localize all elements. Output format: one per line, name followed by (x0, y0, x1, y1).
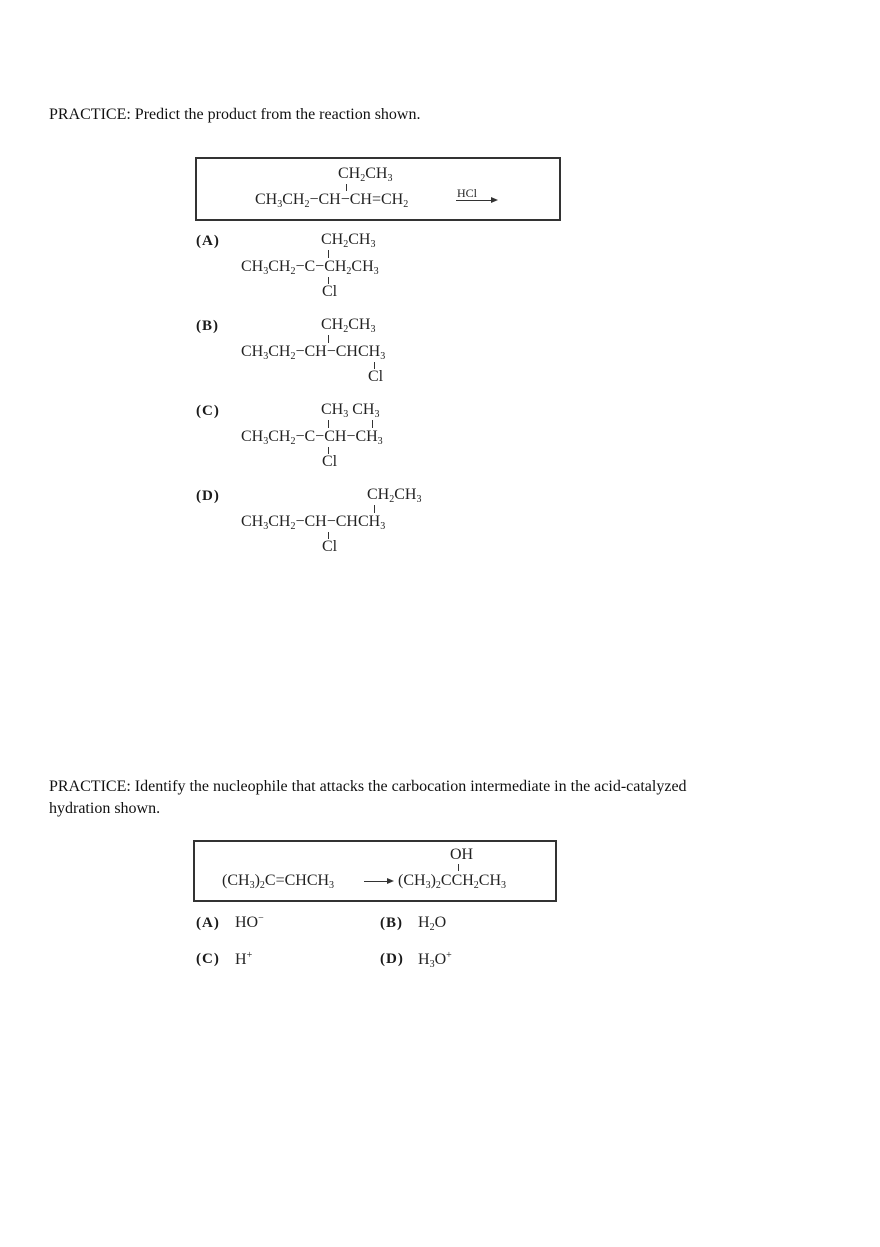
q2-option-b-label: (B) (380, 915, 403, 931)
option-b-label: (B) (196, 318, 219, 334)
q2-option-d-label: (D) (380, 951, 404, 967)
option-b-cl: Cl (368, 368, 384, 385)
q2-option-c-label: (C) (196, 951, 220, 967)
reactant: $(CH_3)_2C=CHCH_3$ (222, 872, 335, 891)
q2-option-d-charge: + (446, 950, 452, 961)
q2-option-c-charge: + (246, 950, 253, 961)
q2-option-d-text: $H_3O^+$ (418, 950, 452, 970)
option-b-top: $CH_2CH_3$ (321, 316, 376, 335)
reaction-arrow-2 (364, 881, 388, 882)
option-c-cl: Cl (322, 453, 338, 470)
q2-option-c-text (235, 951, 252, 969)
option-a-label: (A) (196, 233, 220, 249)
q2-option-a-text (235, 914, 264, 932)
option-d-label: (D) (196, 488, 220, 504)
option-c-top: $CH_3$ $CH_3$ (321, 401, 380, 420)
q2-prompt-line2: hydration shown. (49, 800, 161, 817)
option-a-top: $CH_2CH_3$ (321, 231, 376, 250)
reagent-hcl: HCl (457, 186, 478, 200)
reactant-chain: $CH_3CH_2-CH-CH=CH_2$ (255, 191, 409, 210)
q2-option-c-base: H (235, 951, 247, 968)
product: $(CH_3)_2CCH_2CH_3$ (398, 872, 507, 891)
q2-prompt-line1: PRACTICE: Identify the nucleophile that attacks the carbocation intermediate in the acid-catalyzed (49, 778, 687, 795)
option-c-chain: $CH_3CH_2-C-CH-CH_3$ (241, 428, 383, 447)
reaction-arrow (456, 200, 492, 201)
option-d-chain: $CH_3CH_2-CH-CHCH_3$ (241, 513, 386, 532)
option-a-cl: Cl (322, 283, 338, 300)
reactant-branch: $CH_2CH_3$ (338, 165, 393, 184)
option-c-label: (C) (196, 403, 220, 419)
q2-option-a-label: (A) (196, 915, 220, 931)
q2-option-a-charge: − (258, 913, 264, 924)
product-oh: OH (450, 846, 474, 863)
option-d-top: $CH_2CH_3$ (367, 486, 422, 505)
q2-option-a-base: HO (235, 914, 259, 931)
option-b-chain: $CH_3CH_2-CH-CHCH_3$ (241, 343, 386, 362)
option-d-cl: Cl (322, 538, 338, 555)
q2-option-b-text: $H_2O$ (418, 914, 447, 933)
option-a-chain: $CH_3CH_2-C-CH_2CH_3$ (241, 258, 379, 277)
q1-prompt: PRACTICE: Predict the product from the reaction shown. (49, 106, 421, 123)
